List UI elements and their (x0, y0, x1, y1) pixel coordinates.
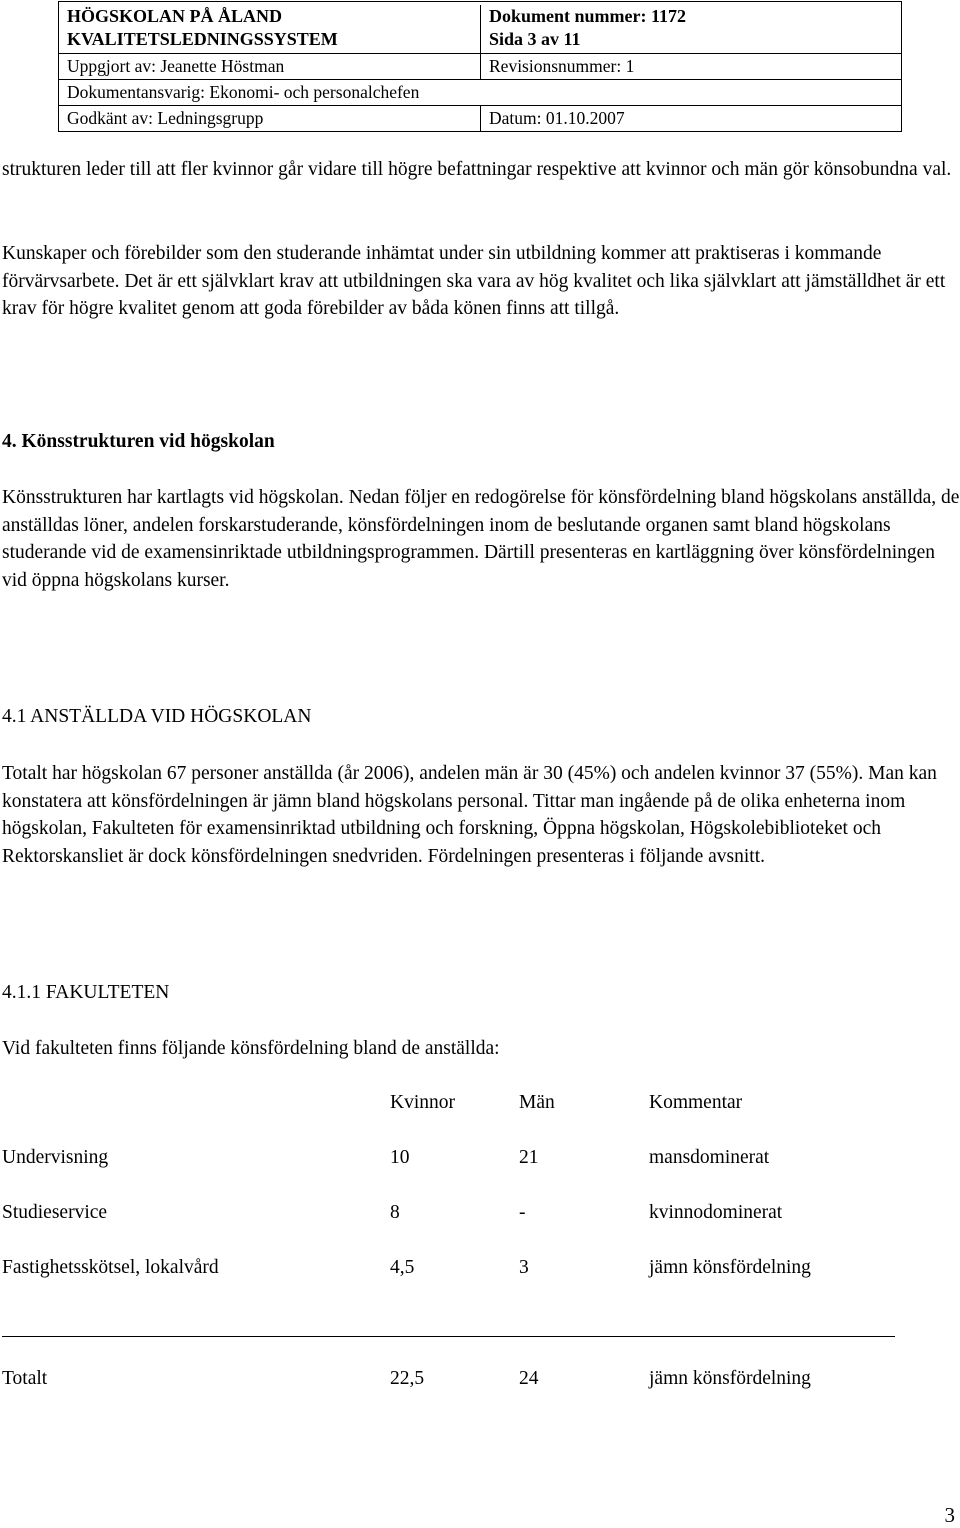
header-responsible-row (59, 79, 901, 105)
section-4-1-1-heading: 4.1.1 FAKULTETEN (2, 982, 170, 1003)
total-label: Totalt (2, 1368, 48, 1389)
row-kommentar: kvinnodominerat (649, 1202, 783, 1223)
row-label: Fastighetsskötsel, lokalvård (2, 1257, 219, 1278)
row-kommentar: jämn könsfördelning (649, 1257, 811, 1278)
page-number: 3 (944, 1503, 955, 1527)
row-man: - (519, 1202, 526, 1223)
approved-by: Godkänt av: Ledningsgrupp (67, 108, 264, 128)
col-kvinnor: Kvinnor (390, 1092, 455, 1113)
col-kommentar: Kommentar (649, 1092, 743, 1113)
row-man: 21 (519, 1147, 539, 1168)
row-kommentar: mansdominerat (649, 1147, 770, 1168)
row-kvinnor: 10 (390, 1147, 410, 1168)
system-name: KVALITETSLEDNINGSSYSTEM (67, 29, 338, 49)
page-indicator: Sida 3 av 11 (489, 29, 581, 49)
document-number: Dokument nummer: 1172 (489, 6, 686, 26)
institution-name: HÖGSKOLAN PÅ ÅLAND (67, 6, 283, 26)
date: Datum: 01.10.2007 (489, 108, 625, 128)
col-man: Män (519, 1092, 555, 1113)
header-institution-cell (59, 5, 480, 51)
row-man: 3 (519, 1257, 529, 1278)
responsible: Dokumentansvarig: Ekonomi- och personalchefen (67, 82, 420, 102)
header-doc-cell (481, 5, 686, 51)
paragraph-2: Kunskaper och förebilder som den studerande inhämtat under sin utbildning kommer att praktiseras i kommande förvärvsarbete. Det är ett självklart krav att utbildningen ska vara av hög kvalitet och lika självklart att jämställdhet är ett krav för högre kvalitet genom att goda förebilder av båda könen finns att tillgå. (2, 243, 946, 320)
section-4-1-text: Totalt har högskolan 67 personer anställda (år 2006), andelen män är 30 (45%) och andelen kvinnor 37 (55%). Man kan konstatera att könsfördelningen är jämn bland högskolans personal. Tittar man ingående på de olika enheterna inom högskolan, Fakulteten för examensinriktad utbildning och forskning, Öppna högskolan, Högskolebiblioteket och Rektorskansliet är dock könsfördelningen snedvriden. Fördelningen presenteras i följande avsnitt. (2, 763, 937, 867)
header-title-row (59, 2, 901, 53)
header-approved-row (59, 105, 901, 131)
total-kommentar: jämn könsfördelning (649, 1368, 811, 1389)
document-header (58, 1, 902, 132)
author: Uppgjort av: Jeanette Höstman (67, 56, 285, 76)
total-kvinnor: 22,5 (390, 1368, 425, 1389)
row-label: Studieservice (2, 1202, 108, 1223)
row-kvinnor: 8 (390, 1202, 400, 1223)
section-4-heading: 4. Könsstrukturen vid högskolan (2, 431, 275, 452)
header-author-row (59, 53, 901, 79)
total-man: 24 (519, 1368, 539, 1389)
row-label: Undervisning (2, 1147, 109, 1168)
row-kvinnor: 4,5 (390, 1257, 415, 1278)
intro-paragraph: strukturen leder till att fler kvinnor går vidare till högre befattningar respektive att kvinnor och män gör könsobundna val. (2, 159, 952, 180)
section-4-1-1-text: Vid fakulteten finns följande könsfördelning bland de anställda: (2, 1038, 500, 1059)
section-4-1-heading: 4.1 ANSTÄLLDA VID HÖGSKOLAN (2, 706, 312, 727)
revision: Revisionsnummer: 1 (489, 56, 635, 76)
total-divider (2, 1336, 895, 1337)
section-4-text: Könsstrukturen har kartlagts vid högskolan. Nedan följer en redogörelse för könsfördelning bland högskolans anställda, de anställdas löner, andelen forskarstuderande, könsfördelningen inom de beslutande organen samt bland högskolans studerande vid de examensinriktade utbildningsprogrammen. Därtill presenteras en kartläggning över könsfördelningen vid öppna högskolans kurser. (2, 487, 960, 591)
